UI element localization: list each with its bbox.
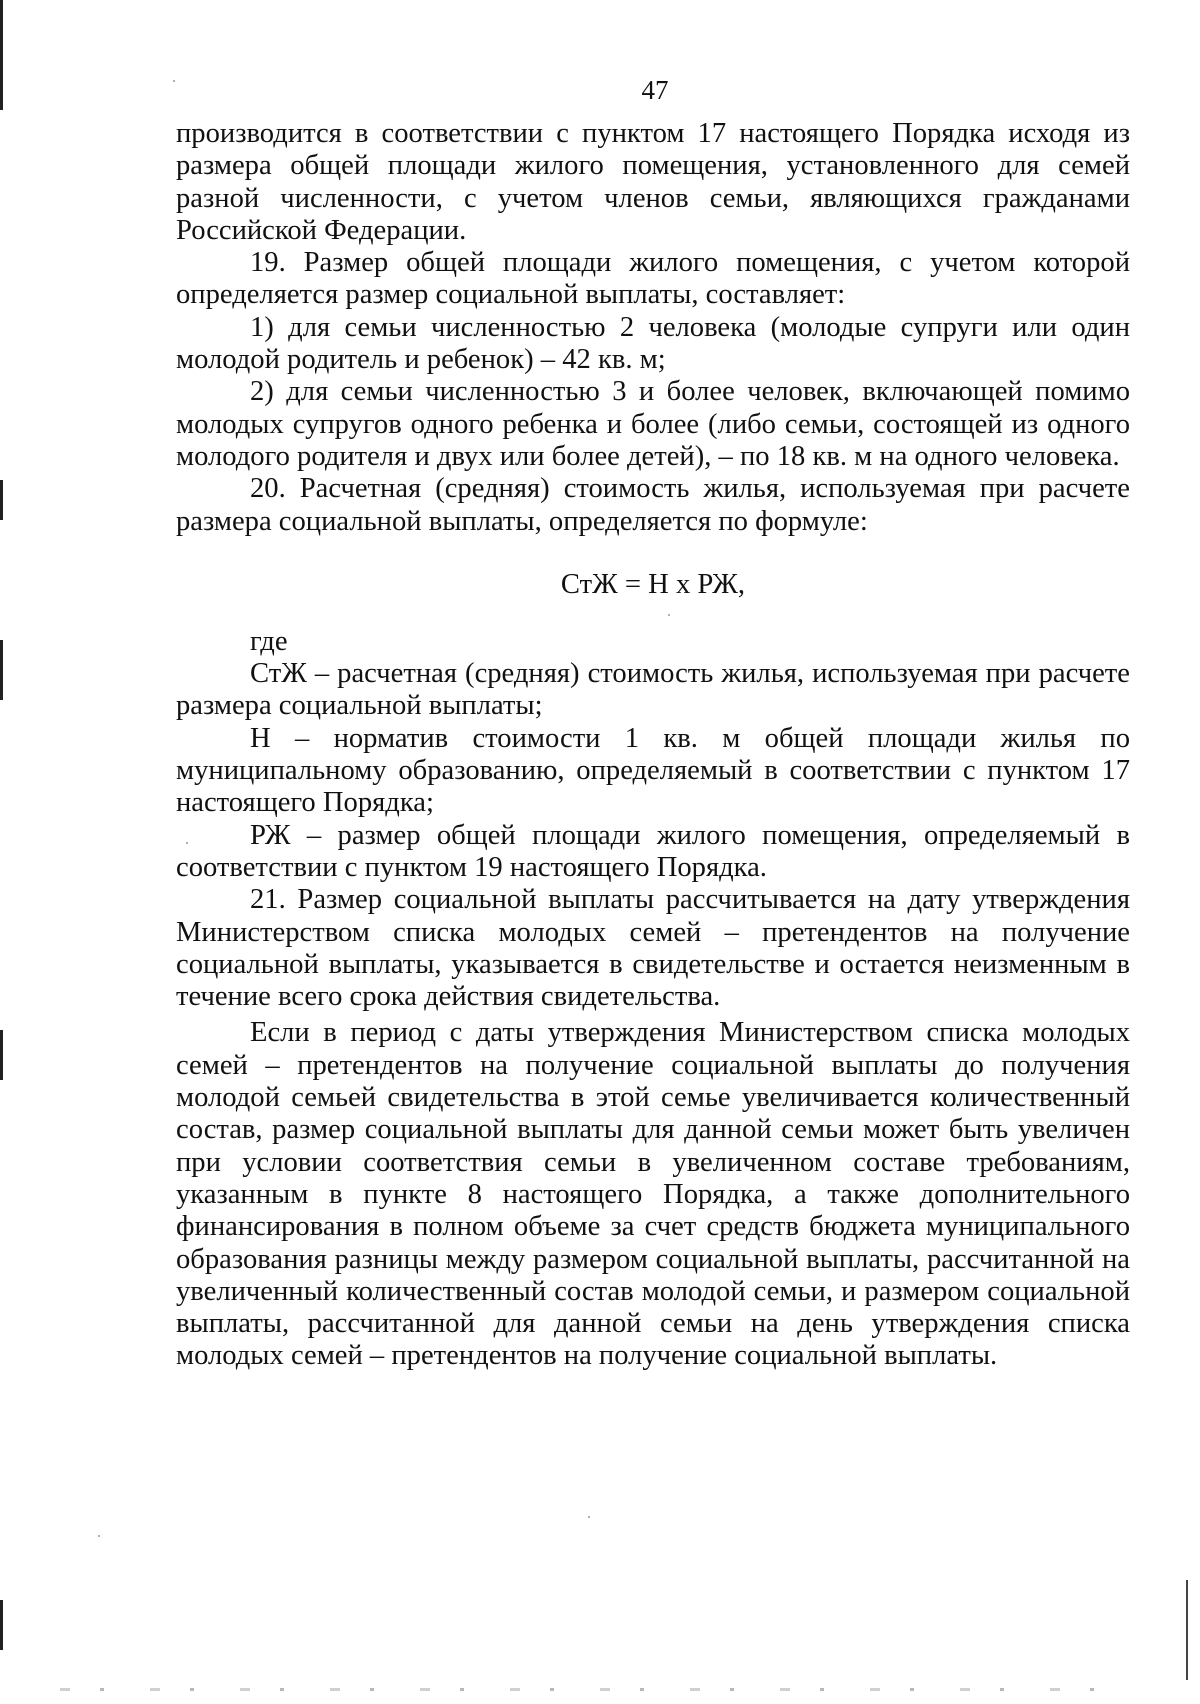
paragraph-item-20: 20. Расчетная (средняя) стоимость жилья, используемая при расчете размера социальной выплаты, определяется по формуле:	[176, 473, 1130, 537]
page-number: 47	[641, 75, 669, 105]
paragraph-item-21: 21. Размер социальной выплаты рассчитывается на дату утверждения Министерством списка молодых семей – претендентов на получение социальной выплаты, указывается в свидетельстве и остается неизменным в течение всего срока действия свидетельства.	[176, 884, 1130, 1013]
paragraph-where: где	[250, 625, 288, 657]
definition-n: Н – норматив стоимости 1 кв. м общей площади жилья по муниципальному образованию, определяемый в соответствии с пунктом 17 настоящего Порядка;	[176, 722, 1130, 819]
definition-stzh: СтЖ – расчетная (средняя) стоимость жилья, используемая при расчете размера социальной выплаты;	[176, 658, 1130, 722]
paragraph-item-19: 19. Размер общей площади жилого помещения, с учетом которой определяется размер социальной выплаты, составляет:	[176, 247, 1130, 311]
scan-bottom-noise	[60, 1688, 1120, 1691]
scan-edge-mark	[0, 640, 3, 700]
scan-edge-mark	[1186, 1580, 1188, 1680]
scan-edge-mark	[0, 480, 3, 520]
scan-edge-mark	[0, 1600, 3, 1650]
scan-edge-mark	[0, 1030, 3, 1080]
paragraph-subitem-1: 1) для семьи численностью 2 человека (молодые супруги или один молодой родитель и ребенок) – 42 кв. м;	[176, 311, 1130, 376]
formula: СтЖ = Н х РЖ,	[560, 568, 746, 600]
scan-speck	[588, 1516, 590, 1518]
scan-speck	[98, 1535, 100, 1537]
paragraph-increase-conditions: Если в период с даты утверждения Министерством списка молодых семей – претендентов на получение социальной выплаты до получения молодой семьей свидетельства в этой семье увеличивается количественный состав, размер социальной выплаты для данной семьи может быть увеличен при условии соответствия семьи в увеличенном составе требованиям, указанным в пункте 8 настоящего Порядка, а также дополнительного финансирования в полном объеме за счет средств бюджета муниципального образования разницы между размером социальной выплаты, рассчитанной на увеличенный количественный состав молодой семьи, и размером социальной выплаты, рассчитанной для данной семьи на день утверждения списка молодых семей – претендентов на получение социальной выплаты.	[176, 1017, 1130, 1372]
definition-rzh: РЖ – размер общей площади жилого помещения, определяемый в соответствии с пунктом 19 настоящего Порядка.	[176, 819, 1130, 883]
document-body	[176, 118, 1130, 1373]
paragraph-subitem-2: 2) для семьи численностью 3 и более человек, включающей помимо молодых супругов одного ребенка и более (либо семьи, состоящей из одного молодого родителя и двух или более детей), – по 18 кв. м на одного человека.	[176, 376, 1130, 472]
paragraph-continuation: производится в соответствии с пунктом 17 настоящего Порядка исходя из размера общей площади жилого помещения, установленного для семей разной численности, с учетом членов семьи, являющихся гражданами Российской Федерации.	[176, 118, 1130, 246]
